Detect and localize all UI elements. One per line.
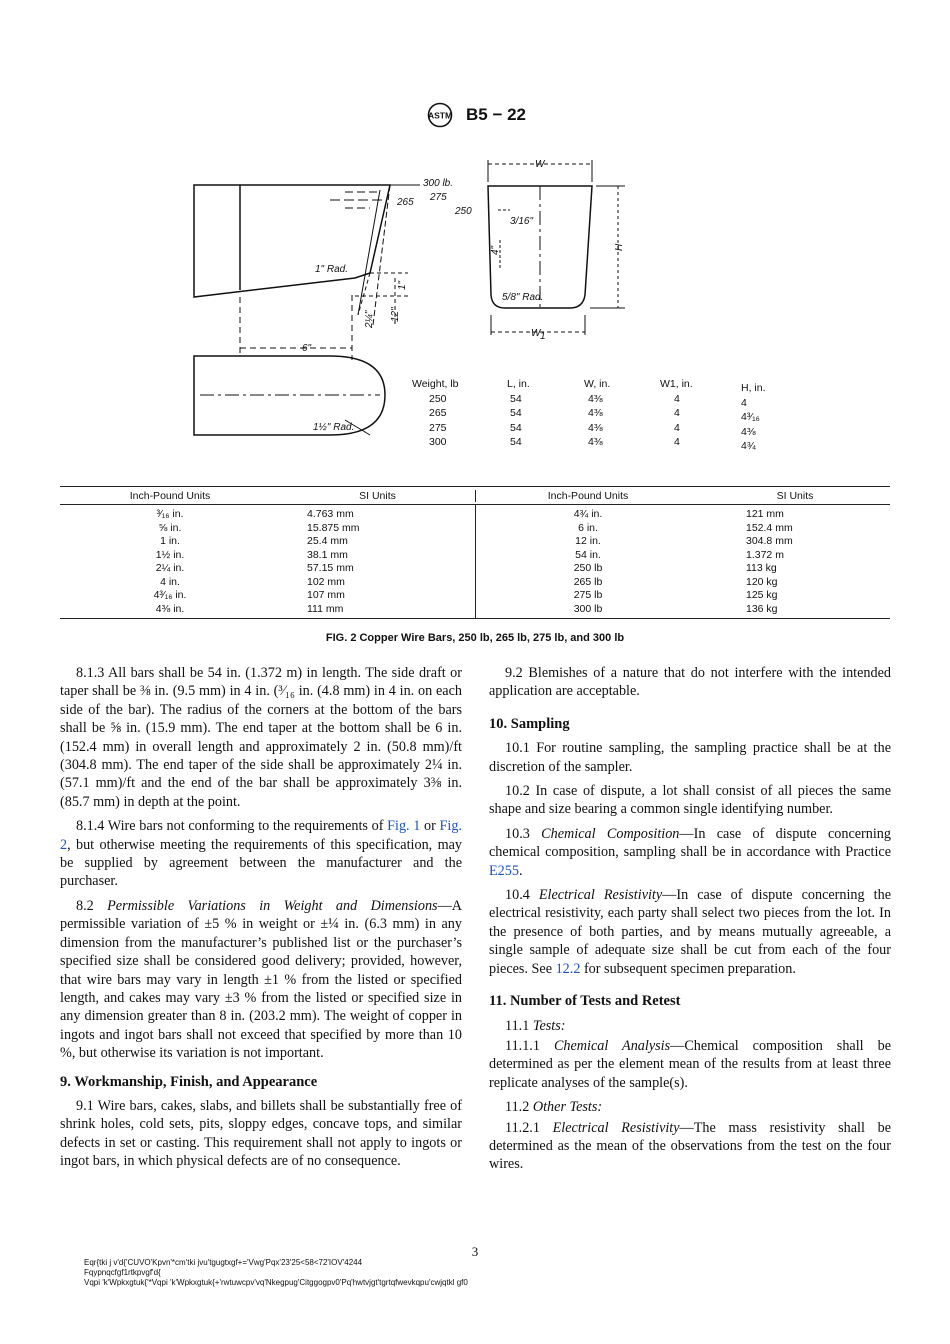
- cell: 54: [510, 407, 522, 419]
- logo-text: ASTM: [427, 110, 453, 121]
- heading-section-11: 11. Number of Tests and Retest: [489, 993, 681, 1010]
- label-265: 265: [397, 197, 414, 208]
- para-11-2-1: 11.2.1 Electrical Resistivity—The mass resistivity shall be determined as the mean of the observations from the test on the four wires.: [489, 1119, 891, 1173]
- para-8-1-3: 8.1.3 All bars shall be 54 in. (1.372 m) in length. The side draft or taper shall be ⅜ in. (9.5 mm) in 4 in. (³⁄₁₆ in. (4.8 mm) in 4 in. on each side of the bar). The radius of the corners at the bottom of the bars shall be ⅝ in. (15.9 mm). The end taper at the bottom shall be 6 in. (152.4 mm) in overall length and approximately 2 in. (50.8 mm)/ft (304.8 mm). The end taper of the side shall be approximately 2¼ in. (57.1 mm)/ft and the end of the bar shall be approximately 3⅜ in. (85.7 mm) in depth at the point.: [60, 665, 462, 810]
- label-275: 275: [430, 192, 447, 203]
- label-1in-rad: 1" Rad.: [315, 264, 349, 275]
- astm-logo-icon: [424, 102, 456, 128]
- cell: 250: [429, 392, 447, 405]
- cell: 4⅜: [588, 392, 603, 405]
- para-9-2: 9.2 Blemishes of a nature that do not interfere with the intended application are acceptable.: [489, 665, 891, 700]
- cell: 275: [429, 421, 447, 434]
- page-number: 3: [471, 1244, 479, 1259]
- label-3-16: 3/16": [510, 216, 534, 227]
- cell: 54: [510, 421, 522, 434]
- para-11-2: 11.2 Other Tests:: [505, 1099, 603, 1116]
- conversion-body: [60, 505, 890, 618]
- para-10-3: 10.3 Chemical Composition—In case of dispute concerning chemical composition, sampling shall be in accordance with Practice E255.: [489, 825, 891, 879]
- footer-line: Fqypnqcfgf1rtkpvgf'd{: [84, 1268, 161, 1277]
- para-10-2: 10.2 In case of dispute, a lot shall consist of all pieces the same shape and size bearing a common single identifying number.: [489, 783, 891, 818]
- license-footer: [84, 1258, 468, 1288]
- hdr-l: L, in.: [507, 378, 530, 390]
- link-fig-1[interactable]: Fig. 1: [387, 818, 421, 835]
- label-5-8-rad: 5/8" Rad.: [502, 292, 544, 303]
- hdr-weight: Weight, lb: [412, 378, 459, 390]
- link-fig-2[interactable]: Fig. 2: [60, 818, 462, 853]
- label-w1-sub: 1: [540, 331, 546, 342]
- label-12in: 12": [390, 307, 401, 322]
- hdr-w: W, in.: [584, 378, 611, 390]
- col-left-inch: ³⁄₁₆ in. ⅝ in. 1 in. 1½ in. 2¼ in. 4 in. 4³⁄₁₆ in. 4⅜ in.: [153, 508, 187, 615]
- link-12-2[interactable]: 12.2: [555, 960, 581, 977]
- para-11-1: 11.1 Tests:: [505, 1017, 566, 1034]
- header-inch-pound-right: Inch-Pound Units: [475, 490, 700, 502]
- cell: 4: [674, 436, 680, 448]
- header-si-left: SI Units: [359, 489, 396, 502]
- para-9-1: 9.1 Wire bars, cakes, slabs, and billets shall be substantially free of shrink holes, cold sets, pits, sloppy edges, concave tops, and similar defects in set or casting. This requirement shall not apply to ingots or ingot bars, in which physical defects are of no consequence.: [60, 1097, 462, 1170]
- header-si-right: SI Units: [776, 489, 814, 502]
- footer-line: Eqr{tki j v'd{'CUVO'Kpvn'*cm'tki jvu'tgugtxgf+='Vwg'Pqx'23'25<58<72'IOV'4244: [84, 1258, 363, 1267]
- label-h: H: [614, 243, 625, 251]
- col-w1: [660, 378, 740, 451]
- cell: 265: [429, 407, 447, 419]
- para-11-1-1: 11.1.1 Chemical Analysis—Chemical composition shall be determined as per the element mean of the results from at least three replicate analyses of the sample(s).: [489, 1037, 891, 1091]
- label-1in: 1": [397, 280, 408, 290]
- unit-conversion-table: [60, 486, 890, 619]
- label-6in: 6": [302, 343, 312, 354]
- cell: 54: [510, 392, 522, 405]
- para-8-1-4: 8.1.4 Wire bars not conforming to the requirements of Fig. 1 or Fig. 2, but otherwise meeting the requirements of this specification, may be supplied by agreement between the manufacturer and the purchaser.: [60, 818, 462, 890]
- cell: 4⅜: [588, 407, 603, 419]
- page-header: [0, 102, 950, 128]
- cell: 4: [674, 407, 680, 419]
- cell: 4¾: [741, 440, 756, 452]
- figure-caption: FIG. 2 Copper Wire Bars, 250 lb, 265 lb, 275 lb, and 300 lb: [325, 632, 625, 644]
- cell: 4: [674, 392, 680, 405]
- hdr-h: H, in.: [741, 382, 766, 394]
- col-left-si: 4.763 mm 15.875 mm 25.4 mm 38.1 mm 57.15 mm 102 mm 107 mm 111 mm: [307, 508, 360, 615]
- bar-side-outline: [194, 185, 390, 297]
- label-2-1-4in: 2¼": [364, 310, 375, 328]
- label-4in: 4": [490, 245, 501, 255]
- heading-section-10: 10. Sampling: [489, 715, 570, 732]
- col-h: [741, 382, 821, 455]
- cell: 4⅜: [741, 425, 756, 438]
- cell: 54: [510, 436, 522, 448]
- hdr-w1: W1, in.: [660, 378, 693, 390]
- cell: 4⅜: [588, 421, 603, 434]
- col-right-inch: 4¾ in. 6 in. 12 in. 54 in. 250 lb 265 lb 275 lb 300 lb: [475, 505, 700, 618]
- document-id: B5 − 22: [465, 105, 526, 124]
- heading-section-9: 9. Workmanship, Finish, and Appearance: [60, 1073, 318, 1090]
- cell: 4³⁄₁₆: [741, 411, 760, 423]
- para-10-4: 10.4 Electrical Resistivity—In case of dispute concerning the electrical resistivity, each party shall select two pieces from the lot. In the presence of both parties, and by means mutually agreeable, a single sample of adequate size shall be cut from each of the four pieces. See 12.2 for subsequent specimen preparation.: [489, 887, 891, 977]
- label-w1: W: [531, 328, 541, 339]
- footer-line: Vqpi 'k'Wpkxgtuk{'*Vqpi 'k'Wpkxgtuk{+'rwtuwcpv'vq'Nkegpug'Citggogpv0'Pq'hwtvjgt'tgrtqfwevkqpu'cwjqtkl gf0: [84, 1278, 468, 1287]
- cell: 4⅜: [588, 436, 603, 448]
- header-inch-pound-left: Inch-Pound Units: [129, 489, 211, 502]
- cell: 4: [674, 421, 680, 434]
- label-250: 250: [455, 206, 472, 217]
- label-w: W: [535, 159, 545, 170]
- label-1-1-2in-rad: 1½" Rad.: [313, 422, 355, 433]
- cell: 300: [429, 436, 447, 448]
- link-e255[interactable]: E255: [489, 862, 519, 879]
- label-300lb: 300 lb.: [423, 178, 454, 189]
- para-10-1: 10.1 For routine sampling, the sampling practice shall be at the discretion of the sampler.: [489, 740, 891, 775]
- para-8-2: 8.2 Permissible Variations in Weight and Dimensions—A permissible variation of ±5 % in weight or ±¼ in. (6.3 mm) in any dimension from the manufacturer’s published list or the purchaser’s specified size shall be considered good delivery; provided, however, that wire bars may vary in length ±1 % from the listed or specified length, and cakes may vary ±3 % from the listed or specified size in any dimension greater than 8 in. (203.2 mm). The weight of copper in ingots and ingot bars shall not exceed that specified by more than 10 %, but otherwise its variation is not important.: [60, 897, 462, 1062]
- col-w: [584, 378, 664, 451]
- right-column: [489, 664, 891, 1180]
- col-l: [507, 378, 587, 451]
- col-weight: [412, 378, 492, 451]
- cell: 4: [741, 396, 747, 409]
- col-right-si: 121 mm 152.4 mm 304.8 mm 1.372 m 113 kg 120 kg 125 kg 136 kg: [746, 508, 793, 615]
- conversion-header-row: [60, 487, 890, 505]
- left-column: [60, 664, 462, 1177]
